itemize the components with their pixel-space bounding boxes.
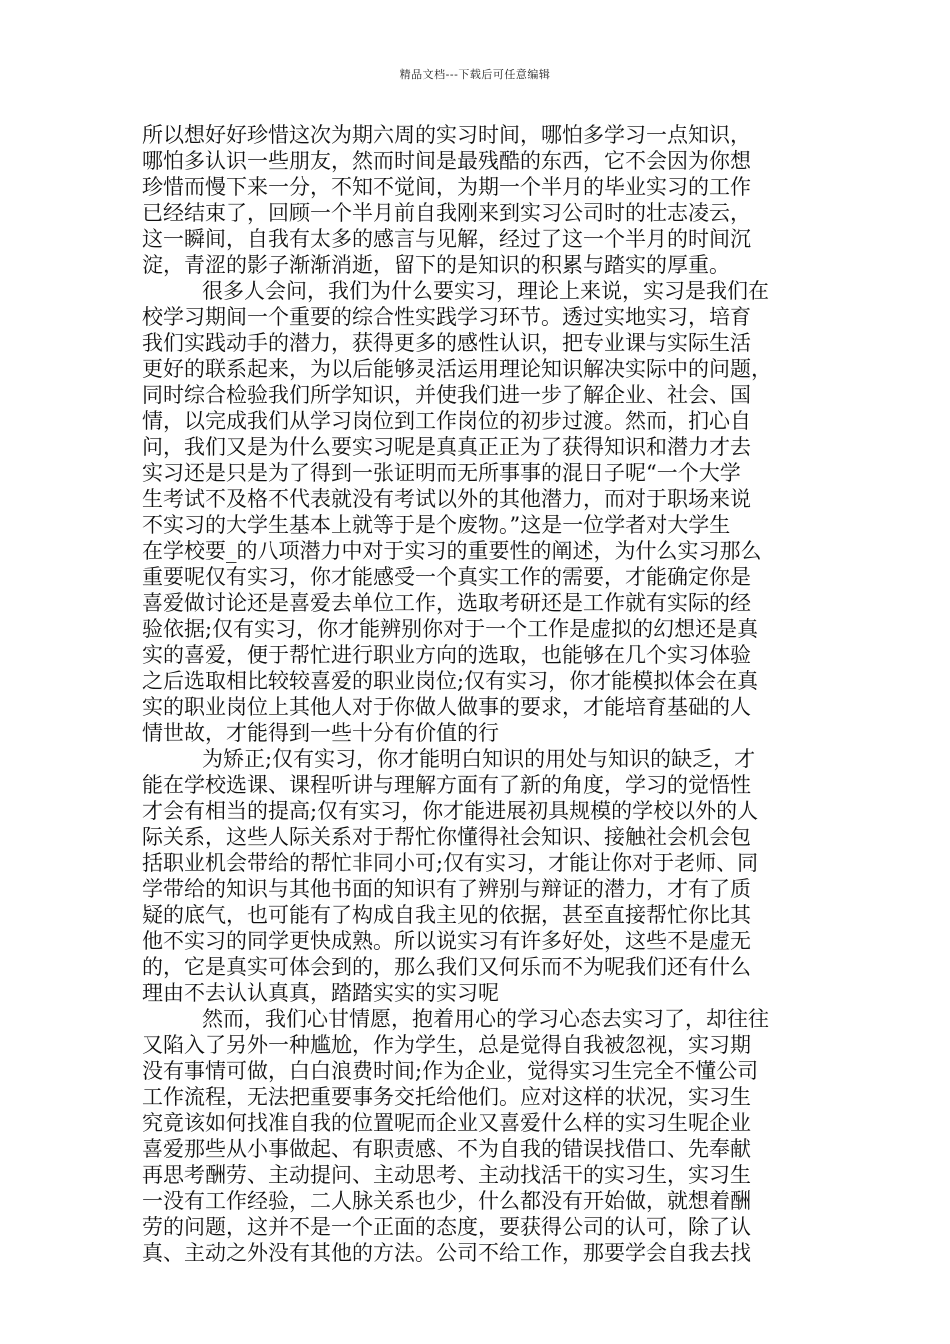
- text-line: 括职业机会带给的帮忙非同小可;仅有实习，才能让你对于老师、同: [142, 851, 759, 875]
- text-line: 再思考酬劳、主动提问、主动思考、主动找活干的实习生，实习生: [142, 1163, 751, 1187]
- text-line: 疑的底气，也可能有了构成自我主见的依据，甚至直接帮忙你比其: [142, 903, 751, 927]
- text-line: 之后选取相比较较喜爱的职业岗位;仅有实习，你才能模拟体会在真: [142, 669, 759, 693]
- text-line: 问，我们又是为什么要实习呢是真真正正为了获得知识和潜力才去: [142, 435, 751, 459]
- text-line: 一没有工作经验，二人脉关系也少，什么都没有开始做，就想着酬: [142, 1189, 751, 1213]
- text-line: 实习还是只是为了得到一张证明而无所事事的混日子呢“一个大学: [142, 461, 741, 485]
- text-line: 劳的问题，这并不是一个正面的态度，要获得公司的认可，除了认: [142, 1215, 751, 1239]
- text-line: 喜爱那些从小事做起、有职责感、不为自我的错误找借口、先奉献: [142, 1137, 751, 1161]
- text-line: 我们实践动手的潜力，获得更多的感性认识，把专业课与实际生活: [142, 331, 751, 355]
- text-line: 理由不去认认真真，踏踏实实的实习呢: [142, 981, 499, 1005]
- page-header: 精品文档---下载后可任意编辑: [399, 68, 551, 81]
- text-line: 又陷入了另外一种尴尬，作为学生，总是觉得自我被忽视，实习期: [142, 1033, 751, 1057]
- text-line: 在学校要_的八项潜力中对于实习的重要性的阐述，为什么实习那么: [142, 539, 762, 563]
- paragraph-3: [142, 746, 816, 1006]
- paragraph-2: [142, 278, 816, 746]
- paragraph-1: [142, 122, 816, 278]
- text-line: 究竟该如何找准自我的位置呢而企业又喜爱什么样的实习生呢企业: [142, 1111, 751, 1135]
- text-line: 工作流程，无法把重要事务交托给他们。应对这样的状况，实习生: [142, 1085, 751, 1109]
- text-line: 重要呢仅有实习，你才能感受一个真实工作的需要，才能确定你是: [142, 565, 751, 589]
- text-line: 验依据;仅有实习，你才能辨别你对于一个工作是虚拟的幻想还是真: [142, 617, 759, 641]
- text-line: 不实习的大学生基本上就等于是个废物。”这是一位学者对大学生: [142, 513, 731, 537]
- document-body: [142, 122, 816, 1266]
- text-line: 实的喜爱，便于帮忙进行职业方向的选取，也能够在几个实习体验: [142, 643, 751, 667]
- text-line: 很多人会问，我们为什么要实习，理论上来说，实习是我们在: [202, 279, 769, 303]
- text-line: 这一瞬间，自我有太多的感言与见解，经过了这一个半月的时间沉: [142, 227, 751, 251]
- text-line: 际关系，这些人际关系对于帮忙你懂得社会知识、接触社会机会包: [142, 825, 751, 849]
- text-line: 所以想好好珍惜这次为期六周的实习时间，哪怕多学习一点知识，: [142, 123, 751, 147]
- text-line: 淀，青涩的影子渐渐消逝，留下的是知识的积累与踏实的厚重。: [142, 253, 730, 277]
- text-line: 能在学校选课、课程听讲与理解方面有了新的角度，学习的觉悟性: [142, 773, 751, 797]
- text-line: 珍惜而慢下来一分，不知不觉间，为期一个半月的毕业实习的工作: [142, 175, 751, 199]
- text-line: 哪怕多认识一些朋友，然而时间是最残酷的东西，它不会因为你想: [142, 149, 751, 173]
- text-line: 喜爱做讨论还是喜爱去单位工作，选取考研还是工作就有实际的经: [142, 591, 751, 615]
- text-line: 没有事情可做，白白浪费时间;作为企业，觉得实习生完全不懂公司: [142, 1059, 759, 1083]
- paragraph-4: [142, 1006, 816, 1266]
- text-line: 实的职业岗位上其他人对于你做人做事的要求，才能培育基础的人: [142, 695, 751, 719]
- text-line: 校学习期间一个重要的综合性实践学习环节。透过实地实习，培育: [142, 305, 751, 329]
- text-line: 为矫正;仅有实习，你才能明白知识的用处与知识的缺乏，才: [202, 747, 756, 771]
- text-line: 的，它是真实可体会到的，那么我们又何乐而不为呢我们还有什么: [142, 955, 751, 979]
- text-line: 同时综合检验我们所学知识，并使我们进一步了解企业、社会、国: [142, 383, 751, 407]
- text-line: 然而，我们心甘情愿，抱着用心的学习心态去实习了，却往往: [202, 1007, 769, 1031]
- text-line: 生考试不及格不代表就没有考试以外的其他潜力，而对于职场来说: [142, 487, 751, 511]
- text-line: 学带给的知识与其他书面的知识有了辨别与辩证的潜力，才有了质: [142, 877, 751, 901]
- text-line: 情世故，才能得到一些十分有价值的行: [142, 721, 499, 745]
- text-line: 情，以完成我们从学习岗位到工作岗位的初步过渡。然而，扪心自: [142, 409, 751, 433]
- text-line: 他不实习的同学更快成熟。所以说实习有许多好处，这些不是虚无: [142, 929, 751, 953]
- text-line: 更好的联系起来，为以后能够灵活运用理论知识解决实际中的问题，: [142, 357, 772, 381]
- text-line: 已经结束了，回顾一个半月前自我刚来到实习公司时的壮志凌云，: [142, 201, 751, 225]
- text-line: 才会有相当的提高;仅有实习，你才能进展初具规模的学校以外的人: [142, 799, 759, 823]
- text-line: 真、主动之外没有其他的方法。公司不给工作，那要学会自我去找: [142, 1241, 751, 1265]
